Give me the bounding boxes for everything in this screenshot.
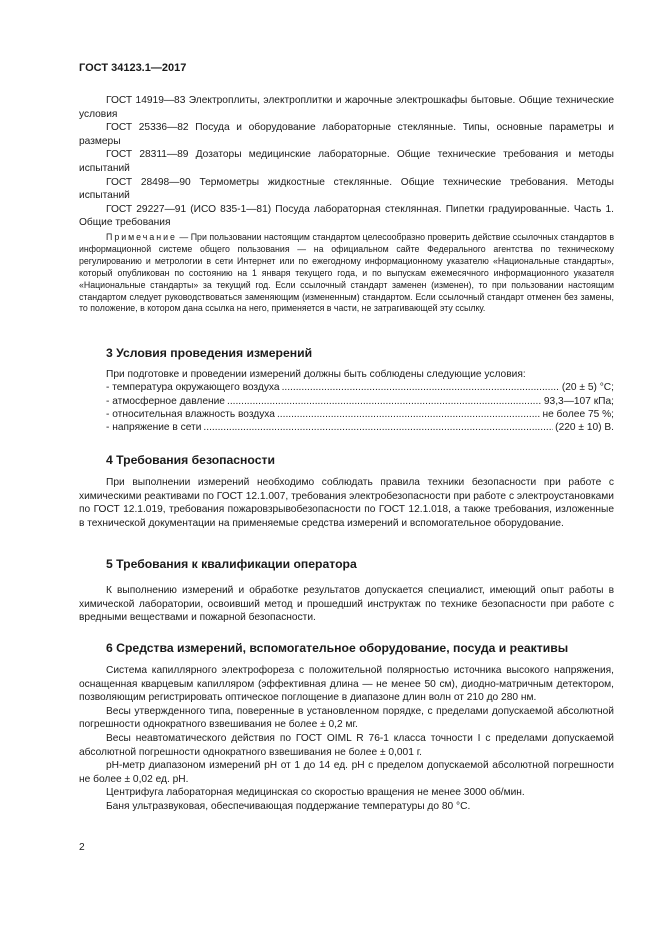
reference-item: ГОСТ 28498—90 Термометры жидкостные стеклянные. Общие технические требования. Методы испытаний: [79, 176, 614, 202]
condition-item: [106, 395, 614, 409]
condition-item: [106, 408, 614, 422]
condition-value: 93,3—107 кПа;: [543, 396, 614, 407]
condition-label: - температура окружающего воздуха: [106, 382, 280, 393]
section-5-title: 5 Требования к квалификации оператора: [106, 557, 357, 571]
reference-item: ГОСТ 14919—83 Электроплиты, электроплитки и жарочные электрошкафы бытовые. Общие технические условия: [79, 95, 614, 120]
condition-value: (20 ± 5) °С;: [561, 382, 614, 393]
section-6-title: 6 Средства измерений, вспомогательное оборудование, посуда и реактивы: [106, 641, 569, 655]
section-3-intro-text: При подготовке и проведении измерений должны быть соблюдены следующие условия:: [106, 369, 526, 380]
references-list: [79, 94, 614, 230]
equipment-paragraph: pH-метр диапазоном измерений pH от 1 до 14 ед. pH с пределом допускаемой абсолютной погрешности не более ± 0,02 ед. pH.: [79, 760, 614, 785]
note-label: Примечание: [106, 232, 177, 242]
section-4-body: [79, 476, 614, 530]
document-code: ГОСТ 34123.1—2017: [79, 62, 187, 74]
reference-item: ГОСТ 29227—91 (ИСО 835-1—81) Посуда лабораторная стеклянная. Пипетки градуированные. Часть 1. Общие требования: [79, 203, 614, 229]
condition-item: [106, 381, 614, 395]
section-3-intro: [79, 368, 614, 382]
reference-item: ГОСТ 28311—89 Дозаторы медицинские лабораторные. Общие технические требования и методы испытаний: [79, 149, 614, 174]
condition-label: - напряжение в сети: [106, 422, 202, 433]
note-block: [79, 232, 614, 315]
equipment-paragraph: Весы неавтоматического действия по ГОСТ OIML R 76-1 класса точности I с пределами допускаемой абсолютной погрешности однократного взвешивания не более ± 0,001 г.: [79, 732, 614, 758]
section-3-title: 3 Условия проведения измерений: [106, 346, 313, 360]
section-4-title: 4 Требования безопасности: [106, 453, 275, 467]
equipment-paragraph: Центрифуга лабораторная медицинская со скоростью вращения не менее 3000 об/мин.: [106, 787, 525, 799]
condition-value: не более 75 %;: [542, 409, 614, 420]
section-5-text: К выполнению измерений и обработке результатов допускается специалист, имеющий опыт работы в химической лаборатории, освоивший метод и прошедший инструктаж по технике безопасности при работе с вредными веществами и пожарной безопасности.: [79, 585, 614, 624]
condition-value: (220 ± 10) В.: [555, 422, 614, 433]
condition-label: - атмосферное давление: [106, 396, 225, 407]
equipment-paragraph: Весы утвержденного типа, поверенные в установленном порядке, с пределами допускаемой абсолютной погрешности однократного взвешивания не более ± 0,2 мг.: [79, 705, 614, 731]
equipment-paragraph: Баня ультразвуковая, обеспечивающая поддержание температуры до 80 °С.: [106, 800, 471, 812]
section-6-body: [79, 664, 614, 814]
note-text: — При пользовании настоящим стандартом целесообразно проверить действие ссылочных стандартов в информационной системе общего пользования — на официальном сайте Федерального агентства по техническому регулированию и метрологии в сети Интернет или по ежегодному информационному указателю «Национальные стандарты», который опубликован по состоянию на 1 января текущего года, и по выпускам ежемесячного информационного указателя «Национальные стандарты» за текущий год. Если ссылочный стандарт заменен (изменен), то при пользовании настоящим стандартом следует руководствоваться заменяющим (измененным) стандартом. Если ссылочный стандарт отменен без замены, то положение, в котором дана ссылка на него, применяется в части, не затрагивающей эту ссылку.: [79, 232, 614, 314]
section-4-text: При выполнении измерений необходимо соблюдать правила техники безопасности при работе с химическими реактивами по ГОСТ 12.1.007, требования электробезопасности при работе с электроустановками по ГОСТ 12.1.019, требования пожаровзрывобезопасности по ГОСТ 12.1.018, а также требования, изложенные в технической документации на применяемые средства измерений и вспомогательное оборудование.: [79, 477, 614, 529]
reference-item: ГОСТ 25336—82 Посуда и оборудование лабораторные стеклянные. Типы, основные параметры и размеры: [79, 122, 614, 147]
condition-item: [106, 421, 614, 435]
section-5-body: [79, 584, 614, 625]
equipment-paragraph: Система капиллярного электрофореза с положительной полярностью источника высокого напряжения, оснащенная кварцевым капилляром (эффективная длина — не менее 50 см), диодно-матричным детектором, позволяющим регистрировать оптическое поглощение в диапазоне длин волн от 210 до 280 нм.: [79, 665, 614, 704]
page-number: 2: [79, 842, 85, 853]
condition-label: - относительная влажность воздуха: [106, 409, 275, 420]
